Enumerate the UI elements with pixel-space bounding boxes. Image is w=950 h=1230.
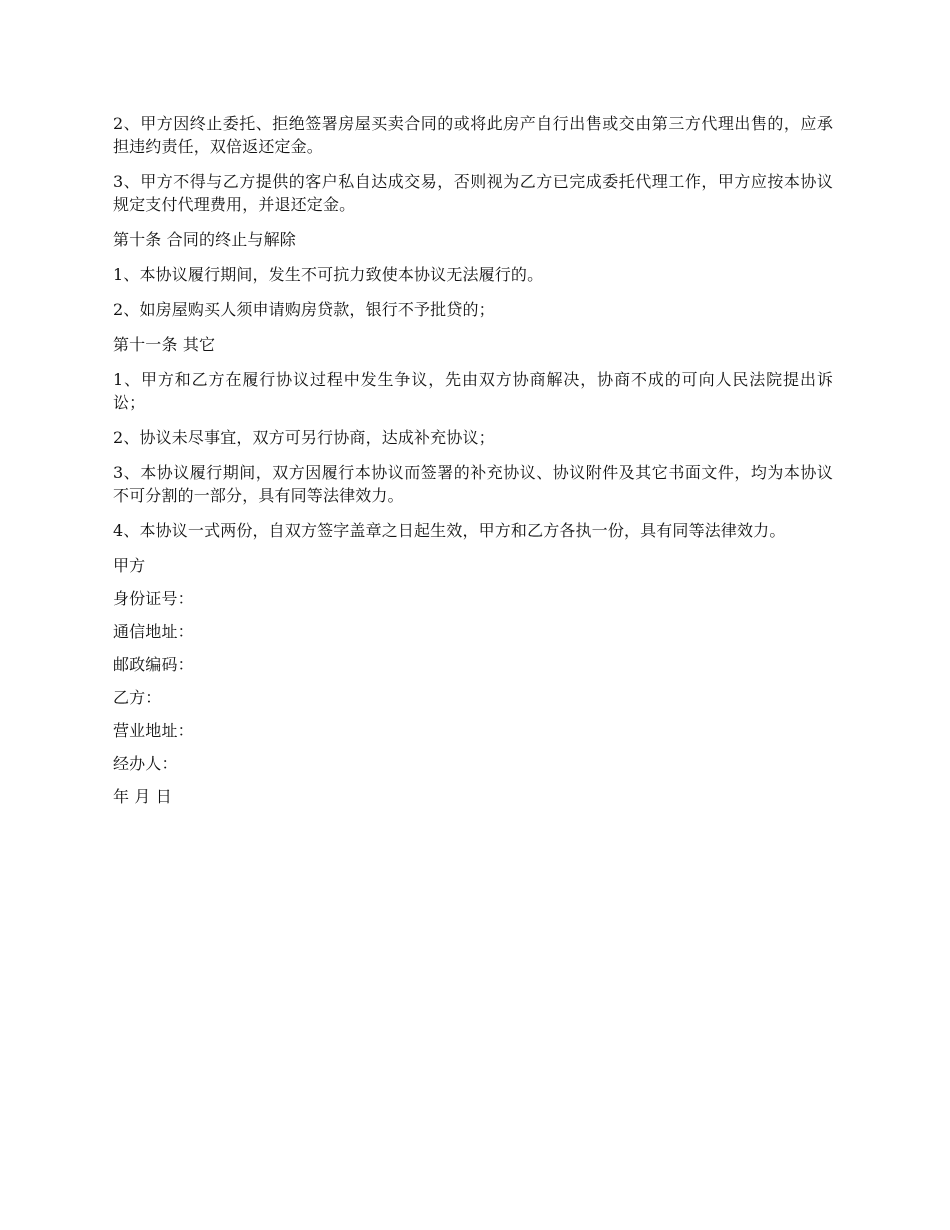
section-11-item-1: 1、甲方和乙方在履行协议过程中发生争议，先由双方协商解决，协商不成的可向人民法院提出诉讼； [113,370,833,412]
date-line: 年 月 日 [113,787,172,806]
document-body [113,112,833,818]
section-11-item-4: 4、本协议一式两份，自双方签字盖章之日起生效，甲方和乙方各执一份，具有同等法律效力。 [113,521,786,540]
mailing-address-label: 通信地址： [113,622,194,641]
section-10-item-2: 2、如房屋购买人须申请购房贷款，银行不予批贷的； [113,300,495,319]
section-10-heading: 第十条 合同的终止与解除 [113,230,296,249]
section-11-heading: 第十一条 其它 [113,335,216,354]
agent-label: 经办人： [113,754,178,773]
section-11-item-2: 2、协议未尽事宜，双方可另行协商，达成补充协议； [113,428,495,447]
party-b-label: 乙方： [113,688,162,707]
clause-3-private-deal: 3、甲方不得与乙方提供的客户私自达成交易，否则视为乙方已完成委托代理工作，甲方应按本协议规定支付代理费用，并退还定金。 [113,172,833,214]
section-10-item-1: 1、本协议履行期间，发生不可抗力致使本协议无法履行的。 [113,265,544,284]
section-11-item-3: 3、本协议履行期间，双方因履行本协议而签署的补充协议、协议附件及其它书面文件，均为本协议不可分割的一部分，具有同等法律效力。 [113,463,833,505]
id-number-label: 身份证号： [113,589,194,608]
party-a-label: 甲方 [113,556,146,575]
postal-code-label: 邮政编码： [113,655,194,674]
business-address-label: 营业地址： [113,721,194,740]
clause-2-termination-penalty: 2、甲方因终止委托、拒绝签署房屋买卖合同的或将此房产自行出售或交由第三方代理出售的，应承担违约责任，双倍返还定金。 [113,114,833,156]
